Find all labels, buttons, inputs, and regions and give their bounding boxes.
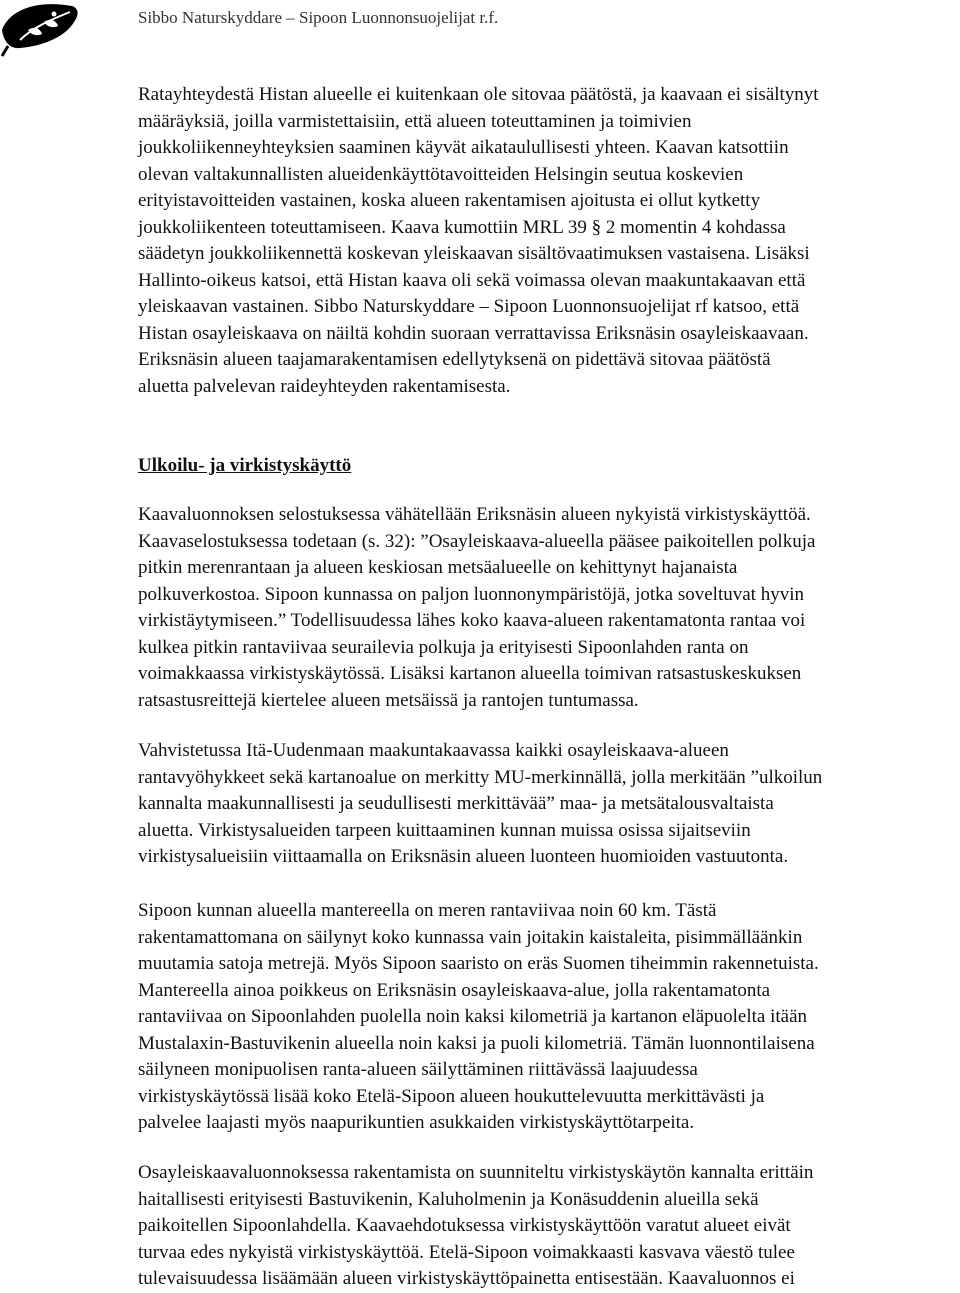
paragraph-shoreline: Sipoon kunnan alueella mantereella on meren rantaviivaa noin 60 km. Tästä rakentamattomana on säilynyt koko kunnassa vain joitakin kaistaleita, pisimmälläänkin muutamia satoja metrejä. Myös Sipoon saaristo on eräs Suomen tiheimmin rakennetuista. Mantereella ainoa poikkeus on Eriksnäsin osayleiskaava-alue, jolla rakentamatonta rantaviivaa on Sipoonlahden puolella noin kaksi kilometriä ja kartanon eläpuolelta itään Mustalaxin-Bastuvikenin alueella noin kaksi ja puoli kilometriä. Tämän luonnontilaisena säilyneen monipuolisen ranta-alueen säilyttäminen riittävässä laajuudessa virkistyskäytössä lisää koko Etelä-Sipoon alueen houkuttelevuutta merkittävästi ja palvelee laajasti myös naapurikuntien asukkaiden virkistyskäyttötarpeita. <box>138 900 819 1133</box>
paragraph-regional-plan: Vahvistetussa Itä-Uudenmaan maakuntakaavassa kaikki osayleiskaava-alueen rantavyöhykkeet sekä kartanoalue on merkitty MU-merkinnällä, jolla merkitään ”ulkoilun kannalta maakunnallisesti ja seudullisesti merkittävää” maa- ja metsätalousvaltaista aluetta. Virkistysalueiden tarpeen kuittaaminen kunnan muissa osissa sijaitseviin virkistysalueisiin viittaamalla on Eriksnäsin alueen luonteen huomioiden vastuutonta. <box>138 740 823 867</box>
leaf-bird-logo-icon <box>0 0 82 58</box>
paragraph-rail-connection: Ratayhteydestä Histan alueelle ei kuitenkaan ole sitovaa päätöstä, ja kaavaan ei sisältynyt määräyksiä, joilla varmistettaisiin, että alueen toteuttaminen ja toimivien joukkoliikenneyhteyksien saaminen käyvät aikataulullisesti yhteen. Kaavan katsottiin olevan valtakunnallisten alueidenkäyttötavoitteiden Helsingin seutua koskevien erityistavoitteiden vastainen, koska alueen rakentamisen ajoitusta ei ollut kytketty joukkoliikenteen toteuttamiseen. Kaava kumottiin MRL 39 § 2 momentin 4 kohdassa säädetyn joukkoliikennettä koskevan yleiskaavan sisältövaatimuksen vastaisena. Lisäksi Hallinto-oikeus katsoi, että Histan kaava oli sekä voimassa olevan maakuntakaavan että yleiskaavan vastainen. Sibbo Naturskyddare – Sipoon Luonnonsuojelijat rf katsoo, että Histan osayleiskaava on näiltä kohdin suoraan verrattavissa Eriksnäsin osayleiskaavaan. Eriksnäsin alueen taajamarakentamisen edellytyksenä on pidettävä sitovaa päätöstä aluetta palvelevan raideyhteyden rakentamisesta. <box>138 84 819 397</box>
page-header-title: Sibbo Naturskyddare – Sipoon Luonnonsuojelijat r.f. <box>138 8 499 27</box>
paragraph-plan-draft: Osayleiskaavaluonnoksessa rakentamista on suunniteltu virkistyskäytön kannalta erittäin haitallisesti erityisesti Bastuvikenin, Kaluholmenin ja Konäsuddenin alueilla sekä paikoitellen Sipoonlahdella. Kaavaehdotuksessa virkistyskäyttöön varatut alueet eivät turvaa edes nykyistä virkistyskäyttöä. Etelä-Sipoon voimakkaasti kasvava väestö tulee tulevaisuudessa lisäämään alueen virkistyskäyttöpainetta entisestään. Kaavaluonnos ei <box>138 1162 814 1289</box>
section-heading-recreation: Ulkoilu- ja virkistyskäyttö <box>138 455 352 476</box>
paragraph-recreation-use: Kaavaluonnoksen selostuksessa vähätellään Eriksnäsin alueen nykyistä virkistyskäyttöä. Kaavaselostuksessa todetaan (s. 32): ”Osayleiskaava-alueella pääsee paikoitellen polkuja pitkin merenrantaan ja alueen keskiosan metsäalueelle on kehittynyt hajanaista polkuverkostoa. Sipoon kunnassa on paljon luonnonympäristöjä, jotka soveltuvat hyvin virkistäytymiseen.” Todellisuudessa lähes koko kaava-alueen rakentamatonta rantaa voi kulkea pitkin rantaviivaa seurailevia polkuja ja erityisesti Sipoonlahden ranta on voimakkaassa virkistyskäytössä. Lisäksi kartanon alueella toimivan ratsastuskeskuksen ratsastusreittejä kiertelee alueen metsäissä ja rantojen tuntumassa. <box>138 504 816 711</box>
